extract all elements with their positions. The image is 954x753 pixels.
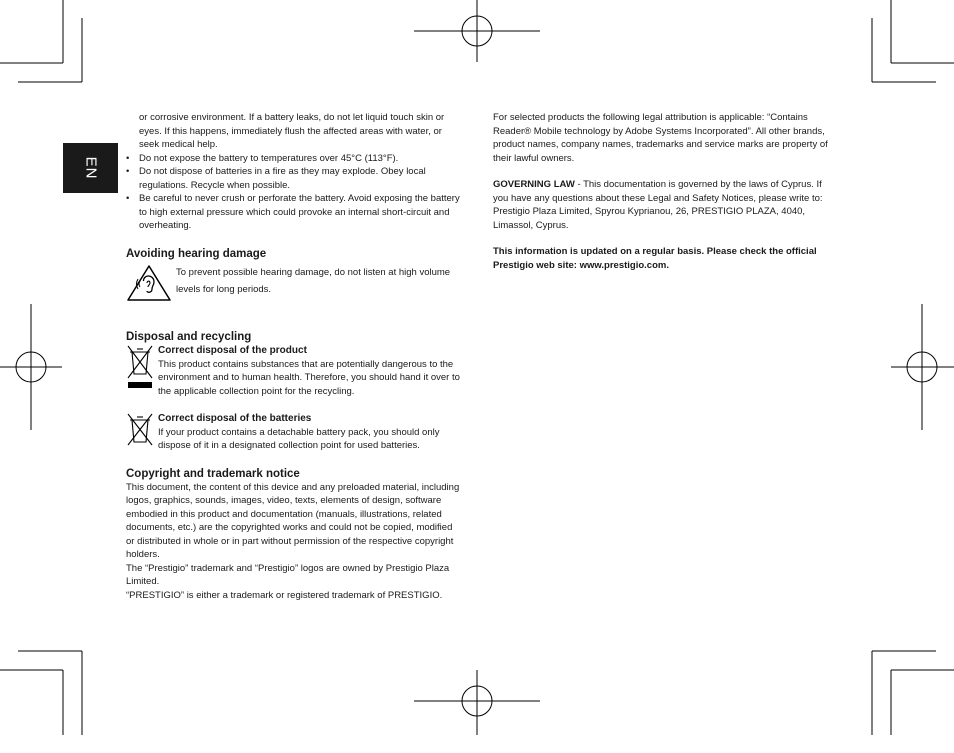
battery-disposal-text: If your product contains a detachable battery pack, you should only dispose of it in a designated collection point for used batteries. <box>158 426 440 451</box>
governing-law <box>493 178 828 232</box>
hearing-heading: Avoiding hearing damage <box>126 247 267 260</box>
copyright-paragraph: The “Prestigio” trademark and “Prestigio” logos are owned by Prestigio Plaza Limited. <box>126 562 450 587</box>
governing-law-text: - This documentation is governed by the laws of Cyprus. If you have any questions about these Legal and Safety Notices, please write to: Prestigio Plaza Limited, Spyrou Kyprianou, 26, PRESTIGIO PLAZA, 4040, Limassol, Cyprus. <box>493 179 823 231</box>
battery-disposal-title: Correct disposal of the batteries <box>158 413 312 424</box>
copyright-heading: Copyright and trademark notice <box>126 467 300 480</box>
copyright-paragraph: This document, the content of this device and any preloaded material, including logos, graphics, sounds, images, video, texts, elements of design, software embodied in this product and documentation (manuals, illustrations, related documents, etc.) are the copyrighted works and could not be copied, modified or distributed in whole or in part without permission of the respective copyright holders. <box>126 481 460 560</box>
update-notice: This information is updated on a regular basis. Please check the official Prestigio web site: www.prestigio.com. <box>493 246 817 271</box>
hearing-warning-icon <box>126 264 176 307</box>
language-tab <box>63 143 118 193</box>
hearing-section <box>126 264 461 307</box>
product-disposal-text: This product contains substances that are potentially dangerous to the environment and to human health. Therefore, you should hand it over to the applicable collection point for the recycling. <box>158 358 460 397</box>
left-column <box>126 111 461 602</box>
legal-attribution: For selected products the following legal attribution is applicable: “Contains Reader® Mobile technology by Adobe Systems Incorporated”. All other brands, product names, company names, trademarks and service marks are property of their lawful owners. <box>493 112 828 164</box>
crossed-bin-icon <box>126 344 158 395</box>
language-tab-label: EN <box>82 156 99 180</box>
disposal-heading: Disposal and recycling <box>126 331 252 343</box>
hearing-text: To prevent possible hearing damage, do not listen at high volume levels for long periods. <box>176 266 451 295</box>
product-disposal-title: Correct disposal of the product <box>158 345 307 356</box>
battery-bullet-list <box>126 152 461 233</box>
copyright-paragraph: “PRESTIGIO” is either a trademark or registered trademark of PRESTIGIO. <box>126 589 443 601</box>
battery-warning-continuation: or corrosive environment. If a battery leaks, do not let liquid touch skin or eyes. If this happens, immediately flush the affected areas with water, or seek medical help. <box>139 112 445 150</box>
product-disposal-section <box>126 344 461 398</box>
bullet-item: • Do not dispose of batteries in a fire as they may explode. Obey local regulations. Recycle when possible. <box>126 165 461 192</box>
right-column <box>493 111 828 272</box>
governing-law-label: GOVERNING LAW <box>493 179 575 190</box>
battery-disposal-section <box>126 412 461 453</box>
bullet-item: • Be careful to never crush or perforate the battery. Avoid exposing the battery to high external pressure which could provoke an internal short-circuit and overheating. <box>126 192 461 233</box>
crossed-bin-icon <box>126 412 158 451</box>
bullet-item: • Do not expose the battery to temperatures over 45°C (113°F). <box>126 152 461 166</box>
